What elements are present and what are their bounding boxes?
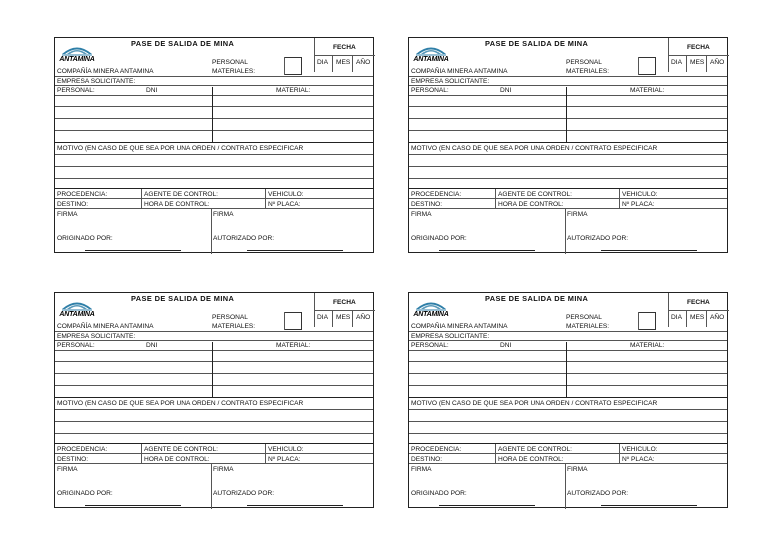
agente-label: AGENTE DE CONTROL: [144,191,219,198]
firma-right-label: FIRMA [213,211,234,218]
anio-label: AÑO [710,59,725,66]
grid-divider [212,87,213,143]
motivo-label: MOTIVO (EN CASO DE QUE SEA POR UNA ORDEN / CONTRATO ESPECIFICAR [411,400,658,407]
autorizado-label: AUTORIZADO POR: [567,490,629,497]
placa-label: Nº PLACA: [268,201,301,208]
brand-name: ANTAMINA [59,311,95,317]
grid-line [409,130,727,131]
signature-divider [211,464,212,509]
dia-mes-divider [686,310,687,327]
agente-label: AGENTE DE CONTROL: [498,191,573,198]
motivo-line [55,154,373,155]
placa-label: Nº PLACA: [268,456,301,463]
control-line [409,453,727,454]
grid-line [409,350,727,351]
mes-anio-divider [352,310,353,327]
checkbox-type[interactable] [638,57,656,75]
mes-label: MES [336,59,351,66]
grid-line [55,130,373,131]
originado-label: ORIGINADO POR: [411,235,467,242]
motivo-line [55,166,373,167]
firma-left-label: FIRMA [57,466,78,473]
grid-bottom-line [409,142,727,143]
control-bottom-line [55,208,373,209]
fecha-divider [668,55,729,56]
autorizado-label: AUTORIZADO POR: [213,490,275,497]
empresa-line [409,340,727,341]
firma-left-label: FIRMA [411,466,432,473]
checkbox-border [638,57,639,75]
agente-label: AGENTE DE CONTROL: [498,446,573,453]
brand-name: ANTAMINA [413,311,449,317]
antamina-logo-icon [59,295,95,317]
checkbox-border [638,312,639,330]
placa-label: Nº PLACA: [622,201,655,208]
dia-mes-divider [332,55,333,72]
empresa-line [55,340,373,341]
procedencia-label: PROCEDENCIA: [57,446,108,453]
motivo-line [55,409,373,410]
firma-left-label: FIRMA [411,211,432,218]
company-name: COMPAÑIA MINERA ANTAMINA [411,323,508,330]
dni-column-header: DNI [500,87,512,94]
personal-column-header: PERSONAL: [411,87,449,94]
form-title: PASE DE SALIDA DE MINA [131,39,235,48]
fecha-label: FECHA [333,44,356,51]
placa-label: Nº PLACA: [622,456,655,463]
checkbox-type[interactable] [284,312,302,330]
material-column-header: MATERIAL: [630,87,665,94]
control-divider [141,189,142,209]
grid-line [55,350,373,351]
grid-line [55,385,373,386]
anio-label: AÑO [710,314,725,321]
hora-label: HORA DE CONTROL: [498,201,564,208]
mes-label: MES [690,59,705,66]
autorizado-signature-line[interactable] [601,250,697,251]
procedencia-label: PROCEDENCIA: [411,446,462,453]
grid-line [55,118,373,119]
header-bottom-line [409,331,727,332]
originado-label: ORIGINADO POR: [57,490,113,497]
grid-line [409,373,727,374]
firma-left-label: FIRMA [57,211,78,218]
form-title: PASE DE SALIDA DE MINA [485,39,589,48]
empresa-label: EMPRESA SOLICITANTE: [57,333,136,340]
grid-bottom-line [55,397,373,398]
mes-anio-divider [706,310,707,327]
destino-label: DESTINO: [411,201,443,208]
company-name: COMPAÑÍA MINERA ANTAMINA [57,323,154,330]
materiales-option-label: MATERIALES: [212,68,256,75]
personal-option-label: PERSONAL [566,59,602,66]
destino-label: DESTINO: [57,456,89,463]
grid-bottom-line [409,397,727,398]
exit-pass-form [54,292,374,508]
control-bottom-line [409,208,727,209]
dia-label: DIA [671,59,682,66]
checkbox-type[interactable] [284,57,302,75]
motivo-bottom-line [55,443,373,444]
brand-name: ANTAMINA [413,56,449,62]
fecha-divider [314,55,375,56]
autorizado-signature-line[interactable] [601,505,697,506]
dni-column-header: DNI [500,342,512,349]
exit-pass-form [54,37,374,253]
dia-label: DIA [317,314,328,321]
originado-signature-line[interactable] [439,505,535,506]
anio-label: AÑO [356,59,371,66]
control-line [55,198,373,199]
motivo-label: MOTIVO (EN CASO DE QUE SEA POR UNA ORDEN / CONTRATO ESPECIFICAR [411,145,658,152]
company-name: COMPAÑIA MINERA ANTAMINA [411,68,508,75]
grid-line [409,361,727,362]
motivo-bottom-line [409,188,727,189]
brand-name: ANTAMINA [59,56,95,62]
materiales-option-label: MATERIALES: [566,323,610,330]
destino-label: DESTINO: [411,456,443,463]
empresa-line [55,85,373,86]
autorizado-signature-line[interactable] [247,250,343,251]
originado-signature-line[interactable] [85,505,181,506]
control-divider [141,444,142,464]
motivo-line [409,166,727,167]
control-divider [495,189,496,209]
grid-line [409,385,727,386]
antamina-logo-icon [413,295,449,317]
form-title: PASE DE SALIDA DE MINA [485,294,589,303]
checkbox-border [284,57,285,75]
grid-line [409,118,727,119]
grid-divider [566,342,567,398]
control-divider [619,444,620,464]
originado-label: ORIGINADO POR: [57,235,113,242]
material-column-header: MATERIAL: [276,342,311,349]
empresa-label: EMPRESA SOLICITANTE: [411,333,490,340]
vehiculo-label: VEHICULO: [268,446,304,453]
motivo-line [409,409,727,410]
grid-line [55,361,373,362]
firma-right-label: FIRMA [213,466,234,473]
material-column-header: MATERIAL: [630,342,665,349]
empresa-label: EMPRESA SOLICITANTE: [411,78,490,85]
mes-anio-divider [706,55,707,72]
destino-label: DESTINO: [57,201,89,208]
mes-label: MES [690,314,705,321]
dia-mes-divider [686,55,687,72]
motivo-line [409,421,727,422]
dia-label: DIA [671,314,682,321]
grid-line [55,106,373,107]
motivo-line [409,154,727,155]
form-title: PASE DE SALIDA DE MINA [131,294,235,303]
empresa-line [409,85,727,86]
signature-divider [211,209,212,254]
motivo-line [55,421,373,422]
firma-right-label: FIRMA [567,211,588,218]
mes-label: MES [336,314,351,321]
grid-bottom-line [55,142,373,143]
control-divider [265,444,266,464]
control-divider [619,189,620,209]
grid-line [409,95,727,96]
vehiculo-label: VEHICULO: [622,191,658,198]
personal-column-header: PERSONAL: [57,87,95,94]
motivo-line [409,433,727,434]
control-line [409,198,727,199]
grid-divider [212,342,213,398]
autorizado-label: AUTORIZADO POR: [567,235,629,242]
dni-column-header: DNI [146,342,158,349]
empresa-label: EMPRESA SOLICITANTE: [57,78,136,85]
checkbox-border [284,312,285,330]
hora-label: HORA DE CONTROL: [144,456,210,463]
header-bottom-line [55,331,373,332]
fecha-label: FECHA [687,299,710,306]
header-bottom-line [409,76,727,77]
antamina-logo-icon [59,40,95,62]
autorizado-signature-line[interactable] [247,505,343,506]
grid-line [55,95,373,96]
signature-divider [565,464,566,509]
company-name: COMPAÑÍA MINERA ANTAMINA [57,68,154,75]
originado-signature-line[interactable] [439,250,535,251]
hora-label: HORA DE CONTROL: [498,456,564,463]
motivo-line [55,178,373,179]
grid-line [409,106,727,107]
personal-option-label: PERSONAL [212,59,248,66]
control-line [55,453,373,454]
control-bottom-line [409,463,727,464]
exit-pass-form [408,292,728,508]
originado-label: ORIGINADO POR: [411,490,467,497]
anio-label: AÑO [356,314,371,321]
grid-line [55,373,373,374]
motivo-bottom-line [409,443,727,444]
signature-divider [565,209,566,254]
dia-label: DIA [317,59,328,66]
materiales-option-label: MATERIALES: [566,68,610,75]
control-bottom-line [55,463,373,464]
motivo-bottom-line [55,188,373,189]
procedencia-label: PROCEDENCIA: [57,191,108,198]
dni-column-header: DNI [146,87,158,94]
motivo-line [409,178,727,179]
fecha-label: FECHA [333,299,356,306]
firma-right-label: FIRMA [567,466,588,473]
personal-column-header: PERSONAL: [57,342,95,349]
personal-option-label: PERSONAL [212,314,248,321]
motivo-label: MOTIVO (EN CASO DE QUE SEA POR UNA ORDEN / CONTRATO ESPECIFICAR [57,145,304,152]
vehiculo-label: VEHICULO: [268,191,304,198]
hora-label: HORA DE CONTROL: [144,201,210,208]
control-divider [495,444,496,464]
mes-anio-divider [352,55,353,72]
dia-mes-divider [332,310,333,327]
materiales-option-label: MATERIALES: [212,323,256,330]
antamina-logo-icon [413,40,449,62]
personal-column-header: PERSONAL: [411,342,449,349]
fecha-divider [314,310,375,311]
checkbox-type[interactable] [638,312,656,330]
autorizado-label: AUTORIZADO POR: [213,235,275,242]
exit-pass-form [408,37,728,253]
fecha-label: FECHA [687,44,710,51]
personal-option-label: PERSONAL [566,314,602,321]
grid-divider [566,87,567,143]
fecha-divider [668,310,729,311]
procedencia-label: PROCEDENCIA: [411,191,462,198]
vehiculo-label: VEHICULO: [622,446,658,453]
motivo-line [55,433,373,434]
material-column-header: MATERIAL: [276,87,311,94]
originado-signature-line[interactable] [85,250,181,251]
header-bottom-line [55,76,373,77]
motivo-label: MOTIVO (EN CASO DE QUE SEA POR UNA ORDEN / CONTRATO ESPECIFICAR [57,400,304,407]
control-divider [265,189,266,209]
agente-label: AGENTE DE CONTROL: [144,446,219,453]
